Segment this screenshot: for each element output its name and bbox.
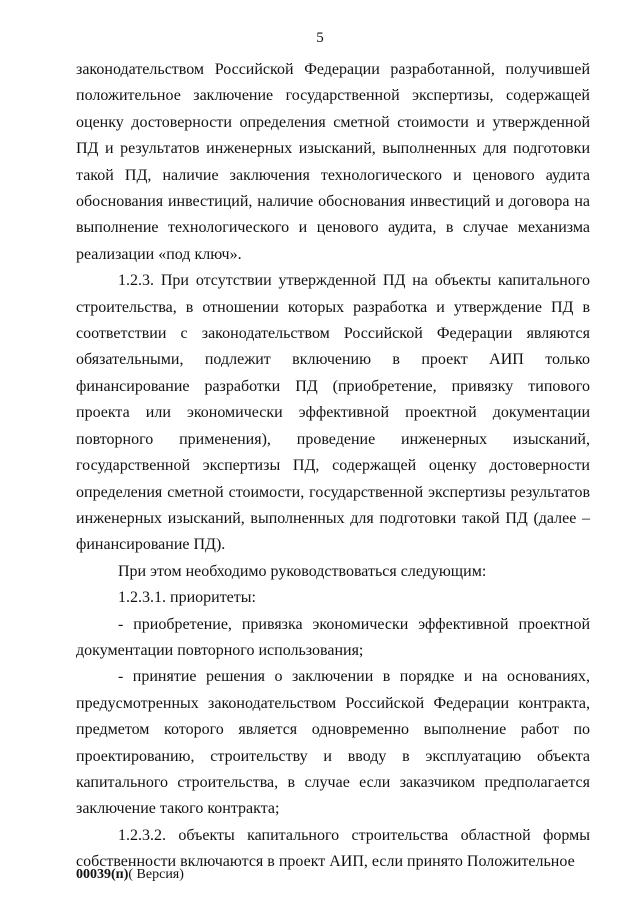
document-footer-id: [76, 867, 184, 883]
list-item-acquisition: - приобретение, привязка экономически эффективной проектной документации повторного использования;: [76, 615, 590, 659]
list-item-contract-decision: - принятие решения о заключении в порядке и на основаниях, предусмотренных законодательством Российской Федерации контракта, предметом которого является одновременно выполнение работ по проектированию, строительству и вводу в эксплуатацию объекта капитального строительства, в случае если заказчиком предполагается заключение такого контракта;: [76, 668, 590, 818]
paragraph-1-2-3-1: 1.2.3.1. приоритеты:: [118, 589, 256, 607]
paragraph-continuation: законодательством Российской Федерации разработанной, получившей положительное заключение государственной экспертизы, содержащей оценку достоверности определения сметной стоимости и утвержденной ПД и результатов инженерных изысканий, выполненных для подготовки такой ПД, наличие заключения технологического и ценового аудита обоснования инвестиций, наличие обоснования инвестиций и договора на выполнение технологического и ценового аудита, в случае механизма реализации «под ключ».: [76, 61, 590, 263]
paragraph-1-2-3: 1.2.3. При отсутствии утвержденной ПД на объекты капитального строительства, в отношении которых разработка и утверждение ПД в соответствии с законодательством Российской Федерации являются обязательными, подлежит включению в проект АИП только финансирование разработки ПД (приобретение, привязку типового проекта или экономически эффективной проектной документации повторного применения), проведение инженерных изысканий, государственной экспертизы ПД, содержащей оценку достоверности определения сметной стоимости, государственной экспертизы результатов инженерных изысканий, выполненных для подготовки такой ПД (далее – финансирование ПД).: [76, 272, 590, 554]
page-number: 5: [316, 30, 324, 46]
paragraph-1-2-3-2: 1.2.3.2. объекты капитального строительства областной формы собственности включаются в проект АИП, если принято Положительное: [76, 826, 590, 871]
document-body: [76, 57, 590, 876]
paragraph-guidance-intro: При этом необходимо руководствоваться следующим:: [118, 562, 487, 580]
version-label: ( Версия): [128, 867, 184, 882]
document-code: 00039(п): [76, 867, 129, 882]
